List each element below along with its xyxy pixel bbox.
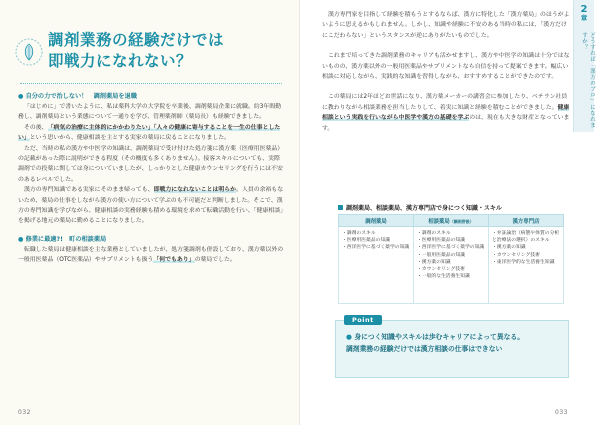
chapter-title: どうすれば「漢方のプロ」になれますか？ [581,32,595,128]
table-column-header: 調剤薬局 [339,215,414,227]
paragraph: 漢方の専門知識である実家にそのまま帰っても、即戦力になれないことは明らか。人員の余裕もないため、薬局の仕事をしながら漢方の使い方について学ぶのも不可能だと判断しました。そこで、漢方の専門知識を学びながら、健康相談の実務経験も積める環境を求めて転職活動を行い、「健康相談」を掲げる地元の薬局に勤めることになりました。 [18,187,284,225]
point-line-1: 身につく知識やスキルは歩むキャリアによって異なる。 [354,333,525,341]
table-cell-item: ・医療用医薬品の知識 [342,238,390,244]
leaf-emblem-icon [15,38,43,66]
table-cell-item: ・東洋医学的な生活養生知識 [492,259,555,265]
table-cell-item: ・カウンセリング技術 [492,252,540,258]
paragraph: 転職した薬局は健康相談を主な業務としていましたが、処方箋調剤も併設しており、漢方薬以外の一般用医薬品（OTC医薬品）やサプリメントも扱う「何でもあり」の薬局でした。 [18,246,284,264]
title-line-2: 即戦力になれない？ [48,52,193,70]
table-cell-item: ・一般的な生活養生知識 [417,274,470,280]
table-cell-item: ・調剤のスキル [417,231,451,236]
table-column-header: 相談薬局（調剤併設） [414,215,489,227]
table-header-row [339,215,564,227]
table-cell-item: ・漢方薬の知識 [417,259,451,265]
table-heading [338,203,578,212]
title-line-1: 調剤業務の経験だけでは [48,31,225,49]
paragraph: この薬局には2年ほどお世話になり、漢方薬メーカーの講習会に参加したり、ベテラン社員に教わりながら相談業務を担当したりして、着実に知識と経験を積むことができました。健康相談という実践を行いながら中医学や漢方の基礎を学ぶのは、現在も大きな財産となっています。 [322,94,570,132]
table-cell-item: ・漢方薬の知識 [492,245,526,251]
bullet-icon: ● [18,93,26,100]
table-cell-item: ・調剤のスキル [342,231,376,236]
highlighted-text: 即戦力になれないことは明らか [153,187,237,194]
page-title [48,30,288,72]
page-number-right: 033 [555,409,568,416]
table-cell [489,227,564,304]
bullet-icon: ● [346,333,355,341]
paragraph: 「はじめに」で書いたように、私は薬科大学の大学院を卒業後、調剤薬局企業に就職。約3年間勤務し、調剤薬局という業態について一通りを学び、管理薬剤師（薬局長）も経験できました。 [18,104,282,121]
square-bullet-icon [338,205,343,210]
chapter-label: 章 [580,14,588,22]
table-cell [414,227,489,304]
table-cell-item: ・一般用医薬品の知識 [417,252,465,258]
right-body-text [322,10,570,144]
paragraph: これまで培ってきた調剤業務のキャリアも活かせますし、漢方や中医学の知識は十分ではないものの、漢方薬以外の一般用医薬品やサプリメントなら自信を持って提案できます。幅広い相談に対応しながら、実践的な知識を習得しながら、おすすめすることができたのです。 [322,53,570,81]
table-row [339,227,564,304]
chapter-number: 2 [580,4,588,15]
paragraph: ただ、当時の私の漢方や中医学の知識は、調剤薬局で受け付けた処方箋に漢方薬（医療用医薬品）の記載があった際に説明ができる程度（その概度も多くありません）。接客スキルについても、実際調剤での投薬に関しては身についていましたが、しっかりとした健康カウンセリングを行うには不安のあるレベルでした。 [18,145,284,183]
table-cell-item: ・西洋医学に基づく薬学の知識 [417,245,485,251]
point-line-2: 調剤業務の経験だけでは漢方相談の仕事はできない [346,345,503,353]
table-heading-text: 調剤薬局、相談薬局、漢方専門店で身につく知識・スキル [346,205,502,212]
table-cell-item: ・カウンセリング技術 [417,267,465,273]
section-heading: ● 自分の力で治しない！ 調剤薬局を退職 [18,93,137,100]
chapter-indicator [574,5,594,23]
paragraph: 漢方専門家を目指して経験を積もうとするならば、漢方に特化した「漢方薬局」のほうがよいように思えるかもしれません。しかし、知識や経験に不安のある当時の私には、「漢方だけにこだわらない」というスタンスが逆にありがたいものでした。 [322,12,570,39]
paragraph: その後、「病気の治療に主体的にかかわりたい」「人々の健康に寄与することを一生の仕事としたい」という思いから、健康相談を主とする実家の薬局に戻ることになりました。 [18,124,281,142]
left-body-text [18,92,284,266]
highlighted-text: 「病気の治療に主体的にかかわりたい」「人々の健康に寄与することを一生の仕事としたい」 [18,124,281,142]
table-cell-item: ・弁証論治（病態や体質の分析と治療法の選択）のスキル [492,231,560,244]
point-box [335,316,569,378]
bullet-icon: ● [18,235,26,243]
table-column-header: 漢方専門店 [489,215,564,227]
chapter-side-tab [573,0,594,132]
highlighted-text: 「何でもあり」 [153,257,195,264]
table-cell [339,227,414,304]
point-text [346,331,560,355]
table-cell-item: ・西洋医学に基づく薬学の知識 [342,245,410,251]
table-cell-item: ・医療用医薬品の知識 [417,238,465,244]
point-label: Point [344,315,382,325]
title-divider [20,83,282,84]
section-heading: ● 修業に最適?! 町の相談薬局 [18,235,107,243]
page-number-left: 032 [18,409,31,416]
skills-table [338,214,564,304]
highlighted-text: 健康相談という実践を行いながら中医学や漢方の基礎を学ぶ [322,104,570,122]
